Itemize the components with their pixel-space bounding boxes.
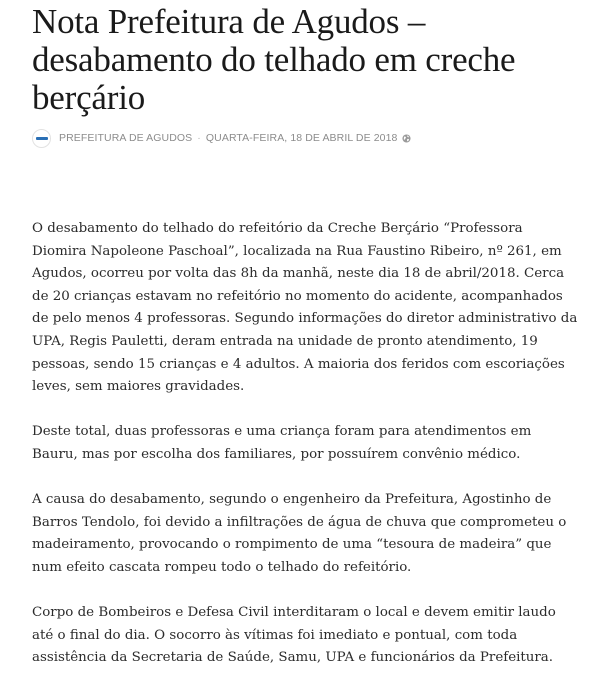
globe-icon (402, 134, 411, 143)
article-body (32, 218, 580, 692)
paragraph: A causa do desabamento, segundo o engenheiro da Prefeitura, Agostinho de Barros Tendolo, foi devido a infiltrações de água de chuva que comprometeu o madeiramento, provocando o rompimento de uma “tesoura de madeira” que num efeito cascata rompeu todo o telhado do refeitório. (32, 492, 567, 575)
page-title: Nota Prefeitura de Agudos – desabamento do telhado em creche berçário (32, 2, 516, 117)
author-name[interactable]: PREFEITURA DE AGUDOS (59, 132, 193, 144)
paragraph: O desabamento do telhado do refeitório da Creche Berçário “Professora Diomira Napoleone Paschoal”, localizada na Rua Faustino Ribeiro, nº 261, em Agudos, ocorreu por volta das 8h da manhã, neste dia 18 de abril/2018. Cerca de 20 crianças estavam no refeitório no momento do acidente, acompanhados de pelo menos 4 professoras. Segundo informações do diretor administrativo da UPA, Regis Pauletti, deram entrada na unidade de pronto atendimento, 19 pessoas, sendo 15 crianças e 4 adultos. A maioria dos feridos com escoriações leves, sem maiores gravidades. (32, 221, 578, 395)
agudos-logo-icon (36, 137, 48, 140)
author-avatar[interactable] (32, 129, 51, 148)
article-header (32, 0, 580, 149)
meta-separator: · (197, 132, 201, 144)
publish-date[interactable]: QUARTA-FEIRA, 18 DE ABRIL DE 2018 (205, 132, 398, 144)
paragraph: Deste total, duas professoras e uma criança foram para atendimentos em Bauru, mas por escolha dos familiares, por possuírem convênio médico. (32, 424, 532, 462)
paragraph: Corpo de Bombeiros e Defesa Civil interditaram o local e devem emitir laudo até o final do dia. O socorro às vítimas foi imediato e pontual, com toda assistência da Secretaria de Saúde, Samu, UPA e funcionários da Prefeitura. (32, 605, 556, 666)
article-meta (32, 127, 580, 149)
